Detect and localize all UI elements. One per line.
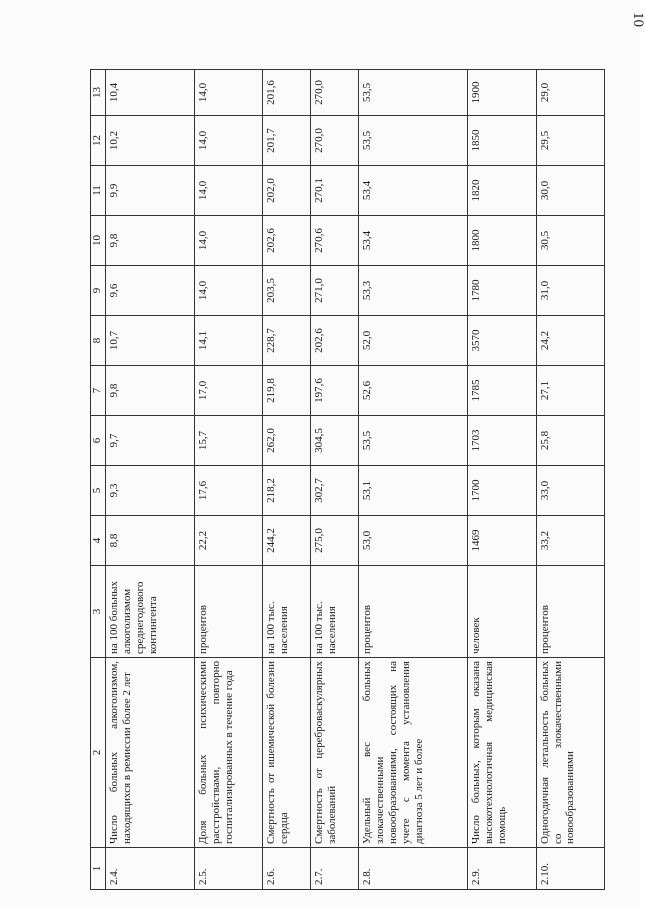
indicator-name-cell: Смертность от цереброваскулярных заболеваний [311,658,359,848]
row-number-cell: 2.9. [468,848,536,890]
value-cell: 1785 [468,366,536,416]
value-cell: 9,8 [106,366,195,416]
unit-cell: на 100 больных алкоголизмом среднегодового контингента [106,566,195,658]
value-cell: 14,0 [194,266,262,316]
table-row [536,70,604,890]
value-cell: 1900 [468,70,536,116]
header-cell: 11 [91,166,106,216]
unit-cell: человек [468,566,536,658]
value-cell: 22,2 [194,516,262,566]
value-cell: 202,0 [262,166,310,216]
value-cell: 302,7 [311,466,359,516]
value-cell: 53,4 [359,216,468,266]
value-cell: 244,2 [262,516,310,566]
value-cell: 30,5 [536,216,604,266]
unit-cell: процентов [359,566,468,658]
value-cell: 262,0 [262,416,310,466]
value-cell: 15,7 [194,416,262,466]
value-cell: 53,4 [359,166,468,216]
table-row [262,70,310,890]
rotated-table-container [90,70,605,890]
table-row [194,70,262,890]
value-cell: 9,7 [106,416,195,466]
header-cell: 8 [91,316,106,366]
value-cell: 30,0 [536,166,604,216]
value-cell: 270,0 [311,116,359,166]
row-number-cell: 2.6. [262,848,310,890]
value-cell: 14,1 [194,316,262,366]
value-cell: 201,6 [262,70,310,116]
header-cell: 6 [91,416,106,466]
header-cell: 12 [91,116,106,166]
value-cell: 202,6 [262,216,310,266]
value-cell: 9,6 [106,266,195,316]
value-cell: 1800 [468,216,536,266]
unit-cell: процентов [536,566,604,658]
value-cell: 25,8 [536,416,604,466]
value-cell: 202,6 [311,316,359,366]
value-cell: 1700 [468,466,536,516]
value-cell: 201,7 [262,116,310,166]
value-cell: 31,0 [536,266,604,316]
value-cell: 53,5 [359,416,468,466]
value-cell: 270,0 [311,70,359,116]
value-cell: 9,8 [106,216,195,266]
value-cell: 10,4 [106,70,195,116]
table-row [106,70,195,890]
indicator-name-cell: Число больных, которым оказана высокотехнологичная медицинская помощь [468,658,536,848]
value-cell: 3570 [468,316,536,366]
header-cell: 1 [91,848,106,890]
indicator-name-cell: Смертность от ишемической болезни сердца [262,658,310,848]
header-cell: 3 [91,566,106,658]
value-cell: 10,7 [106,316,195,366]
value-cell: 52,0 [359,316,468,366]
header-cell: 5 [91,466,106,516]
row-number-cell: 2.5. [194,848,262,890]
value-cell: 53,3 [359,266,468,316]
header-row [91,70,106,890]
value-cell: 33,0 [536,466,604,516]
value-cell: 24,2 [536,316,604,366]
value-cell: 1780 [468,266,536,316]
header-cell: 10 [91,216,106,266]
header-cell: 4 [91,516,106,566]
value-cell: 27,1 [536,366,604,416]
value-cell: 17,0 [194,366,262,416]
row-number-cell: 2.10. [536,848,604,890]
table-row [311,70,359,890]
indicator-name-cell: Одногодичная летальность больных со злокачественными новообразованиями [536,658,604,848]
value-cell: 14,0 [194,70,262,116]
table-row [468,70,536,890]
value-cell: 304,5 [311,416,359,466]
header-cell: 13 [91,70,106,116]
value-cell: 270,1 [311,166,359,216]
value-cell: 228,7 [262,316,310,366]
value-cell: 218,2 [262,466,310,516]
value-cell: 1850 [468,116,536,166]
indicator-name-cell: Доля больных психическими расстройствами, повторно госпитализированных в течение года [194,658,262,848]
unit-cell: процентов [194,566,262,658]
indicator-name-cell: Число больных алкоголизмом, находящихся в ремиссии более 2 лет [106,658,195,848]
value-cell: 197,6 [311,366,359,416]
value-cell: 1703 [468,416,536,466]
indicator-name-cell: Удельный вес больных злокачественными новообразованиями, состоящих на учете с момента установления диагноза 5 лет и более [359,658,468,848]
value-cell: 53,1 [359,466,468,516]
value-cell: 275,0 [311,516,359,566]
indicators-table [90,69,605,890]
header-cell: 7 [91,366,106,416]
row-number-cell: 2.4. [106,848,195,890]
value-cell: 219,8 [262,366,310,416]
header-cell: 9 [91,266,106,316]
value-cell: 52,6 [359,366,468,416]
value-cell: 1820 [468,166,536,216]
value-cell: 29,0 [536,70,604,116]
unit-cell: на 100 тыс. населения [262,566,310,658]
unit-cell: на 100 тыс. населения [311,566,359,658]
value-cell: 53,0 [359,516,468,566]
value-cell: 9,9 [106,166,195,216]
value-cell: 17,6 [194,466,262,516]
value-cell: 33,2 [536,516,604,566]
value-cell: 203,5 [262,266,310,316]
value-cell: 271,0 [311,266,359,316]
value-cell: 53,5 [359,116,468,166]
value-cell: 270,6 [311,216,359,266]
value-cell: 53,5 [359,70,468,116]
value-cell: 29,5 [536,116,604,166]
value-cell: 8,8 [106,516,195,566]
page-number: 10 [630,12,646,27]
table-row [359,70,468,890]
row-number-cell: 2.7. [311,848,359,890]
header-cell: 2 [91,658,106,848]
value-cell: 1469 [468,516,536,566]
value-cell: 14,0 [194,116,262,166]
value-cell: 14,0 [194,216,262,266]
value-cell: 9,3 [106,466,195,516]
row-number-cell: 2.8. [359,848,468,890]
value-cell: 10,2 [106,116,195,166]
value-cell: 14,0 [194,166,262,216]
